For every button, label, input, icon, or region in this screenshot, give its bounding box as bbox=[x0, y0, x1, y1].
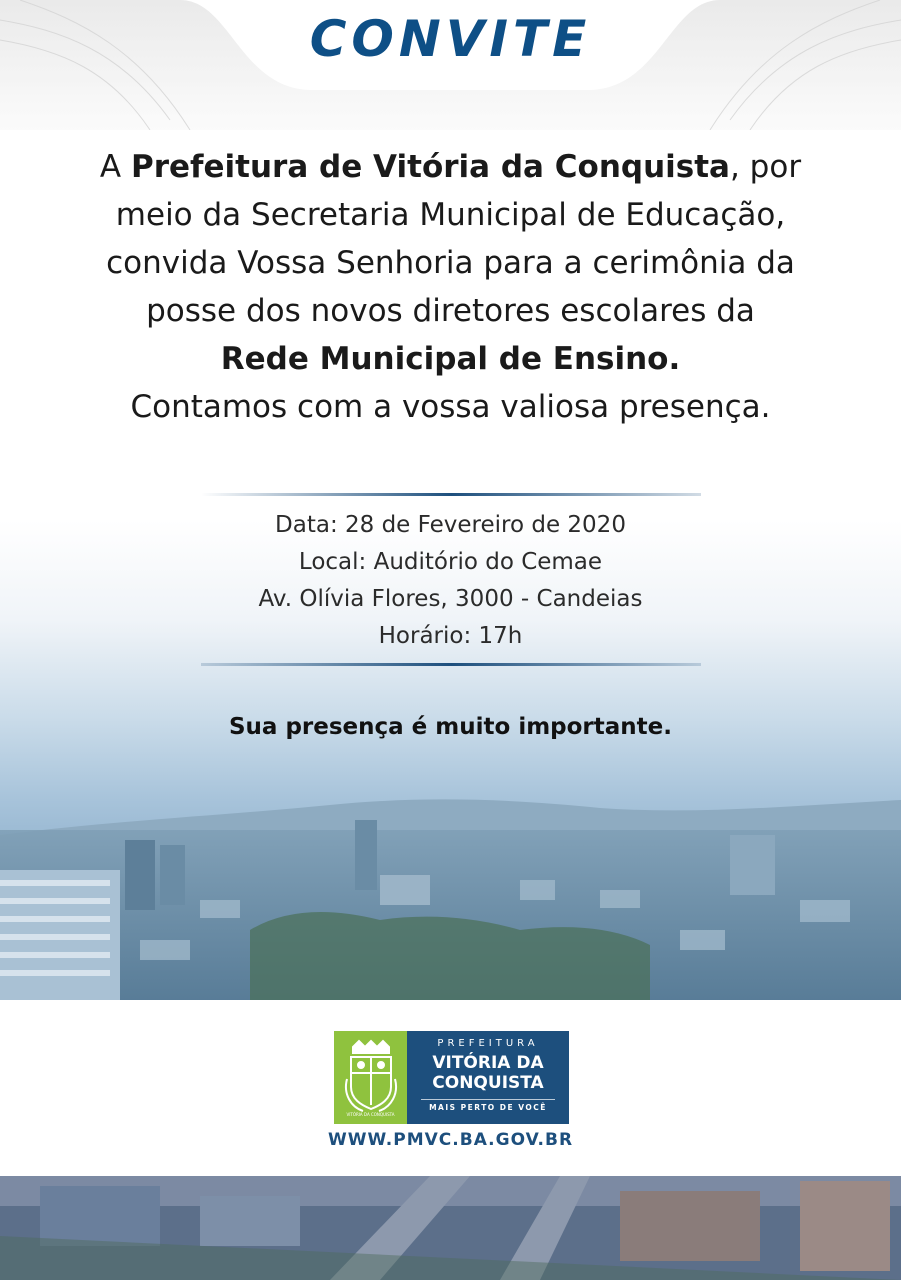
divider-bottom bbox=[201, 663, 701, 666]
event-time: Horário: 17h bbox=[378, 623, 523, 649]
event-address: Av. Olívia Flores, 3000 - Candeias bbox=[258, 586, 643, 612]
logo-crest-panel bbox=[334, 1031, 407, 1124]
prefeitura-logo bbox=[334, 1031, 569, 1124]
organization-name: Prefeitura de Vitória da Conquista bbox=[130, 149, 730, 185]
logo-name-line-1: VITÓRIA DA bbox=[432, 1053, 544, 1073]
city-crest-icon bbox=[341, 1039, 400, 1117]
intro-line-6: Contamos com a vossa valiosa presença. bbox=[130, 389, 771, 425]
intro-line-3: convida Vossa Senhoria para a cerimônia da bbox=[106, 245, 795, 281]
website-link[interactable]: WWW.PMVC.BA.GOV.BR bbox=[327, 1130, 574, 1150]
logo-name-line-2: CONQUISTA bbox=[432, 1073, 544, 1093]
intro-line-1 bbox=[40, 143, 861, 191]
event-details bbox=[0, 507, 901, 655]
presence-note: Sua presença é muito importante. bbox=[228, 714, 672, 740]
network-name: Rede Municipal de Ensino. bbox=[220, 341, 681, 377]
intro-line-2: meio da Secretaria Municipal de Educação, bbox=[115, 197, 786, 233]
logo-name-panel bbox=[407, 1031, 569, 1124]
logo-prefeitura-text: PREFEITURA bbox=[437, 1038, 539, 1049]
logo-tagline: MAIS PERTO DE VOCÊ bbox=[429, 1103, 547, 1112]
event-location: Local: Auditório do Cemae bbox=[298, 549, 603, 575]
intro-line-4: posse dos novos diretores escolares da bbox=[146, 293, 755, 329]
intro-prefix: A bbox=[99, 149, 131, 185]
logo-divider bbox=[421, 1099, 555, 1100]
aerial-city-image bbox=[0, 1176, 901, 1280]
event-date: Data: 28 de Fevereiro de 2020 bbox=[275, 512, 626, 538]
divider-top bbox=[201, 493, 701, 496]
invitation-body bbox=[40, 143, 861, 431]
invitation-title: CONVITE bbox=[309, 10, 592, 68]
crest-lettering: VITÓRIA DA CONQUISTA bbox=[346, 1112, 395, 1117]
intro-line-1-suffix: , por bbox=[729, 149, 802, 185]
cityscape-image bbox=[0, 780, 901, 1000]
